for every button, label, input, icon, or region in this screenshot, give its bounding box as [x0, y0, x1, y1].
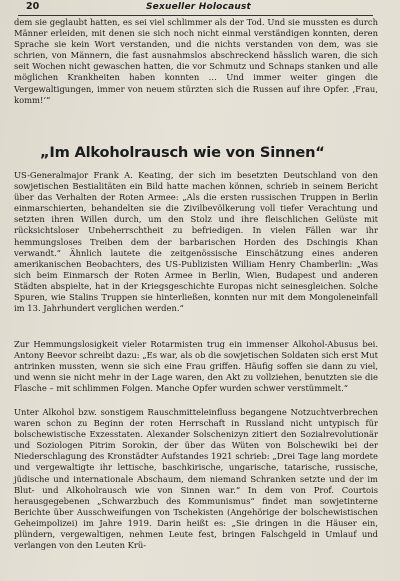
paragraph-text: US-Generalmajor Frank A. Keating, der sich im besetzten Deutschland von den sowjetischen Bestialitäten ein Bild hatte machen können, schrieb in seinem Bericht über das Verhalten der Roten Armee: „Als die ersten russischen Truppen in Berlin einmarschierten, behandelten sie die Zivilbevölkerung voll tiefer Verachtung und setzten ihren Willen durch, um den Stolz und ihre fleischlichen Gelüste mit rücksichtsloser Unbeherrschtheit zu befriedigen. In vielen Fällen war ihr hemmungsloses Treiben dem der barbarischen Horden des Dschingis Khan verwandt.“ Ähnlich lautete die zeitgenössische Einschätzung eines anderen amerikanischen Beobachters, des US-Publizisten William Henry Chamberlin: „Was sich beim Einmarsch der Roten Armee in Berlin, Wien, Budapest und anderen Städten abspielte, hat in der Kriegsgeschichte Europas nicht seinesgleichen. Solche Spuren, wie Stalins Truppen sie hinterließen, konnten nur mit dem Mongoleneinfall im 13. Jahrhundert verglichen werden.“: [14, 170, 378, 314]
paragraph-3: [14, 407, 378, 551]
intro-paragraph: [14, 17, 378, 106]
paragraph-text: Zur Hemmungslosigkeit vieler Rotarmisten trug ein immenser Alkohol-Abusus bei. Antony Beevor schreibt dazu: „Es war, als ob die sowjetischen Soldaten sich erst Mut antrinken mussten, wenn sie sich eine Frau griffen. Häufig soffen sie dann zu viel, und wenn sie nicht mehr in der Lage waren, den Akt zu vollziehen, benutzten sie die Flasche – mit schlimmen Folgen. Manche Opfer wurden schwer verstümmelt.“: [14, 339, 378, 394]
page-number: 20: [26, 1, 40, 12]
section-heading: „Im Alkoholrausch wie von Sinnen“: [40, 144, 325, 161]
running-head: Sexueller Holocaust: [146, 2, 252, 12]
intro-text: dem sie geglaubt hatten, es sei viel schlimmer als der Tod. Und sie mussten es durch Männer erleiden, mit denen sie sich noch nicht einmal verständigen konnten, deren Sprache sie kein Wort verstanden, und die nichts verstanden von dem, was sie schrien, von Männern, die fast ausnahmslos abschreckend hässlich waren, die sich seit Wochen nicht gewaschen hatten, die vor Schmutz und Schnaps stanken und alle möglichen Krankheiten haben konnten … Und immer weiter gingen die Vergewaltigungen, immer von neuem stürzten sich die Russen auf ihre Opfer. ‚Frau, komm!‘“: [14, 17, 378, 105]
header-rule: [18, 15, 373, 16]
paragraph-2: [14, 339, 378, 394]
paragraph-text: Unter Alkohol bzw. sonstigem Rauschmitteleinfluss begangene Notzuchtverbrechen waren schon zu Beginn der roten Herrschaft in Russland nicht untypisch für bolschewistische Exzesstaten. Alexander Solschenizyn zitiert den Sozialrevolutionär und Soziologen Pitrim Sorokin, der über das Wüten von Bolschewiki bei der Niederschlagung des Kronstädter Aufstandes 1921 schrieb: „Drei Tage lang mordete und vergewaltigte ihr lettische, baschkirische, ungarische, tatarische, russische, jüdische und internationale Abschaum, dem niemand Schranken setzte und der im Blut- und Alkoholrausch wie von Sinnen war.“ In dem von Prof. Courtois herausgegebenen „Schwarzbuch des Kommunismus“ findet man sowjetinterne Berichte über Ausschweifungen von Tschekisten (Angehörige der bolschewistischen Geheimpolizei) im Jahre 1919. Darin heißt es: „Sie dringen in die Häuser ein, plündern, vergewaltigen, nehmen Leute fest, bringen Falschgeld in Umlauf und verlangen von den Leuten Krü-: [14, 407, 378, 551]
paragraph-1: [14, 170, 378, 314]
page-header: [18, 0, 388, 14]
